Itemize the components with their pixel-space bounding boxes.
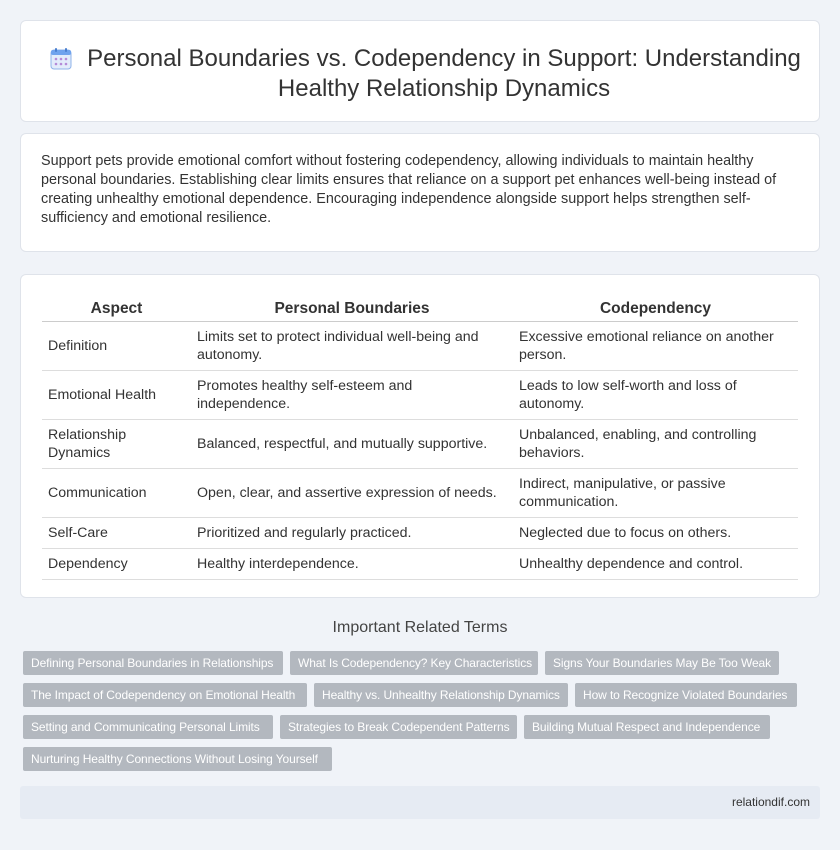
related-term-tag[interactable]: Setting and Communicating Personal Limits [23, 715, 273, 739]
table-cell: Limits set to protect individual well-being and autonomy. [191, 321, 513, 370]
table-cell: Emotional Health [42, 370, 191, 419]
column-header-aspect: Aspect [42, 293, 191, 321]
table-cell: Excessive emotional reliance on another person. [513, 321, 798, 370]
column-header-codependency: Codependency [513, 293, 798, 321]
table-cell: Healthy interdependence. [191, 548, 513, 579]
table-cell: Unhealthy dependence and control. [513, 548, 798, 579]
intro-paragraph: Support pets provide emotional comfort without fostering codependency, allowing individuals to maintain healthy personal boundaries. Establishing clear limits ensures that reliance on a support pet enhances well-being instead of creating unhealthy emotional dependence. Encouraging independence alongside support helps strengthen self-sufficiency and emotional resilience. [41, 153, 777, 226]
table-cell: Open, clear, and assertive expression of needs. [191, 468, 513, 517]
table-row [42, 548, 798, 579]
table-cell: Communication [42, 468, 191, 517]
related-term-tag[interactable]: Defining Personal Boundaries in Relationships [23, 651, 283, 675]
table-cell: Relationship Dynamics [42, 419, 191, 468]
related-term-tag[interactable]: Building Mutual Respect and Independence [524, 715, 770, 739]
table-cell: Dependency [42, 548, 191, 579]
table-cell: Prioritized and regularly practiced. [191, 517, 513, 548]
table-cell: Unbalanced, enabling, and controlling behaviors. [513, 419, 798, 468]
calendar-icon [49, 47, 73, 71]
related-term-tag[interactable]: How to Recognize Violated Boundaries [575, 683, 797, 707]
table-header-row [42, 293, 798, 321]
related-terms-title: Important Related Terms [332, 619, 508, 636]
table-cell: Neglected due to focus on others. [513, 517, 798, 548]
column-header-personal-boundaries: Personal Boundaries [191, 293, 513, 321]
footer [20, 786, 820, 819]
table-row [42, 468, 798, 517]
table-row [42, 419, 798, 468]
related-term-tag[interactable]: What Is Codependency? Key Characteristics [290, 651, 538, 675]
footer-site-name[interactable]: relationdif.com [731, 795, 810, 809]
header-card [20, 20, 820, 122]
table-cell: Indirect, manipulative, or passive communication. [513, 468, 798, 517]
related-term-tag[interactable]: The Impact of Codependency on Emotional Health [23, 683, 307, 707]
table-cell: Leads to low self-worth and loss of autonomy. [513, 370, 798, 419]
table-row [42, 370, 798, 419]
table-row [42, 321, 798, 370]
table-cell: Self-Care [42, 517, 191, 548]
comparison-table [42, 293, 798, 580]
related-term-tag[interactable]: Signs Your Boundaries May Be Too Weak [545, 651, 779, 675]
related-term-tag[interactable]: Healthy vs. Unhealthy Relationship Dynamics [314, 683, 568, 707]
table-cell: Definition [42, 321, 191, 370]
page-title: Personal Boundaries vs. Codependency in Support: Understanding Healthy Relationship Dynamics [87, 45, 801, 102]
comparison-table-card [20, 274, 820, 598]
related-term-tag[interactable]: Strategies to Break Codependent Patterns [280, 715, 517, 739]
table-row [42, 517, 798, 548]
related-term-tag[interactable]: Nurturing Healthy Connections Without Losing Yourself [23, 747, 332, 771]
table-cell: Promotes healthy self-esteem and independence. [191, 370, 513, 419]
intro-card [20, 133, 820, 252]
table-cell: Balanced, respectful, and mutually supportive. [191, 419, 513, 468]
